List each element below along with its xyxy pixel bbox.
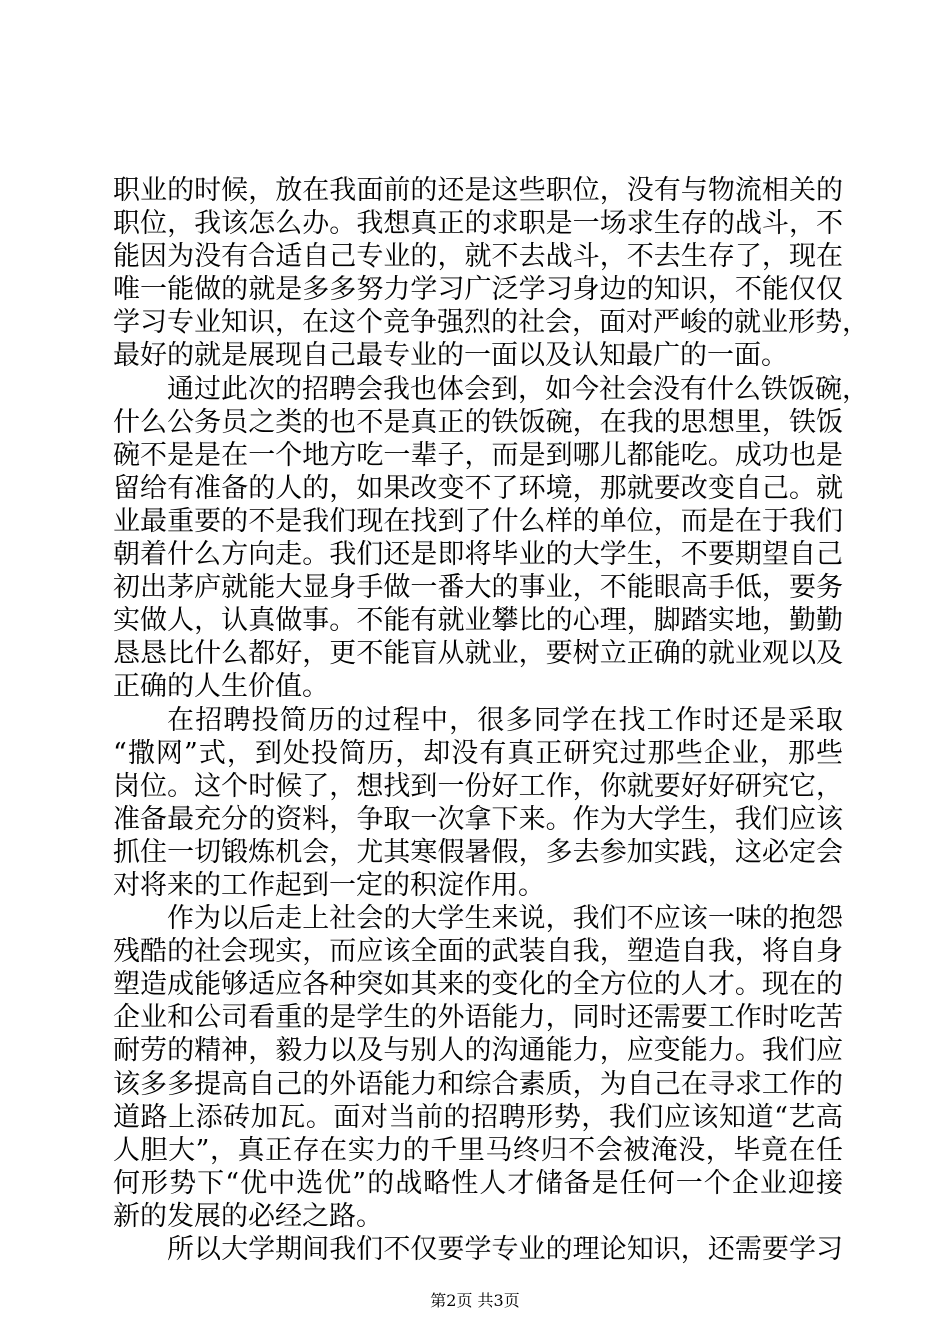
- text-line: 残酷的社会现实，而应该全面的武装自我，塑造自我，将自身: [113, 936, 843, 968]
- text-line: 新的发展的必经之路。: [113, 1200, 383, 1232]
- text-line: 该多多提高自己的外语能力和综合素质，为自己在寻求工作的: [113, 1068, 843, 1100]
- page-footer: 第2页 共3页: [430, 1291, 520, 1310]
- text-line: 准备最充分的资料，争取一次拿下来。作为大学生，我们应该: [113, 803, 843, 835]
- text-line: 抓住一切锻炼机会，尤其寒假暑假，多去参加实践，这必定会: [113, 836, 843, 868]
- text-line: 在招聘投简历的过程中，很多同学在找工作时还是采取: [167, 704, 843, 736]
- text-line: 业最重要的不是我们现在找到了什么样的单位，而是在于我们: [113, 505, 843, 537]
- text-line: 能因为没有合适自己专业的，就不去战斗，不去生存了，现在: [113, 241, 843, 273]
- text-line: 作为以后走上社会的大学生来说，我们不应该一味的抱怨: [167, 903, 843, 935]
- text-line: 留给有准备的人的，如果改变不了环境，那就要改变自己。就: [113, 472, 843, 504]
- paragraph: [113, 1233, 843, 1266]
- text-line: 岗位。这个时候了，想找到一份好工作，你就要好好研究它，: [113, 770, 843, 802]
- text-line: 学习专业知识，在这个竞争强烈的社会，面对严峻的就业形势，: [113, 307, 869, 339]
- text-line: 何形势下“优中选优”的战略性人才储备是任何一个企业迎接: [113, 1167, 843, 1199]
- text-line: 人胆大”，真正存在实力的千里马终归不会被淹没，毕竟在任: [113, 1134, 843, 1166]
- text-line: “撒网”式，到处投简历，却没有真正研究过那些企业，那些: [113, 737, 843, 769]
- text-line: 初出茅庐就能大显身手做一番大的事业，不能眼高手低，要务: [113, 572, 843, 604]
- text-line: 正确的人生价值。: [113, 671, 329, 703]
- text-line: 企业和公司看重的是学生的外语能力，同时还需要工作时吃苦: [113, 1002, 843, 1034]
- paragraph: [113, 174, 869, 373]
- text-line: 实做人，认真做事。不能有就业攀比的心理，脚踏实地，勤勤: [113, 605, 843, 637]
- paragraph: [113, 373, 869, 704]
- text-line: 对将来的工作起到一定的积淀作用。: [113, 869, 545, 901]
- text-line: 职业的时候，放在我面前的还是这些职位，没有与物流相关的: [113, 175, 843, 206]
- text-line: 道路上添砖加瓦。面对当前的招聘形势，我们应该知道“艺高: [113, 1101, 843, 1133]
- text-line: 塑造成能够适应各种突如其来的变化的全方位的人才。现在的: [113, 969, 843, 1001]
- text-line: 耐劳的精神，毅力以及与别人的沟通能力，应变能力。我们应: [113, 1035, 843, 1067]
- text-line: 职位，我该怎么办。我想真正的求职是一场求生存的战斗，不: [113, 208, 843, 240]
- document-body: [113, 174, 869, 1266]
- text-line: 最好的就是展现自己最专业的一面以及认知最广的一面。: [113, 340, 788, 372]
- paragraph: [113, 902, 843, 1233]
- text-line: 碗不是是在一个地方吃一辈子，而是到哪儿都能吃。成功也是: [113, 439, 843, 471]
- text-line: 唯一能做的就是多多努力学习广泛学习身边的知识，不能仅仅: [113, 274, 843, 306]
- text-line: 朝着什么方向走。我们还是即将毕业的大学生，不要期望自己: [113, 539, 843, 571]
- text-line: 什么公务员之类的也不是真正的铁饭碗，在我的思想里，铁饭: [113, 406, 843, 438]
- paragraph: [113, 704, 843, 903]
- text-line: 所以大学期间我们不仅要学专业的理论知识，还需要学习: [167, 1234, 843, 1265]
- text-line: 恳恳比什么都好，更不能盲从就业，要树立正确的就业观以及: [113, 638, 843, 670]
- text-line: 通过此次的招聘会我也体会到，如今社会没有什么铁饭碗，: [167, 373, 869, 405]
